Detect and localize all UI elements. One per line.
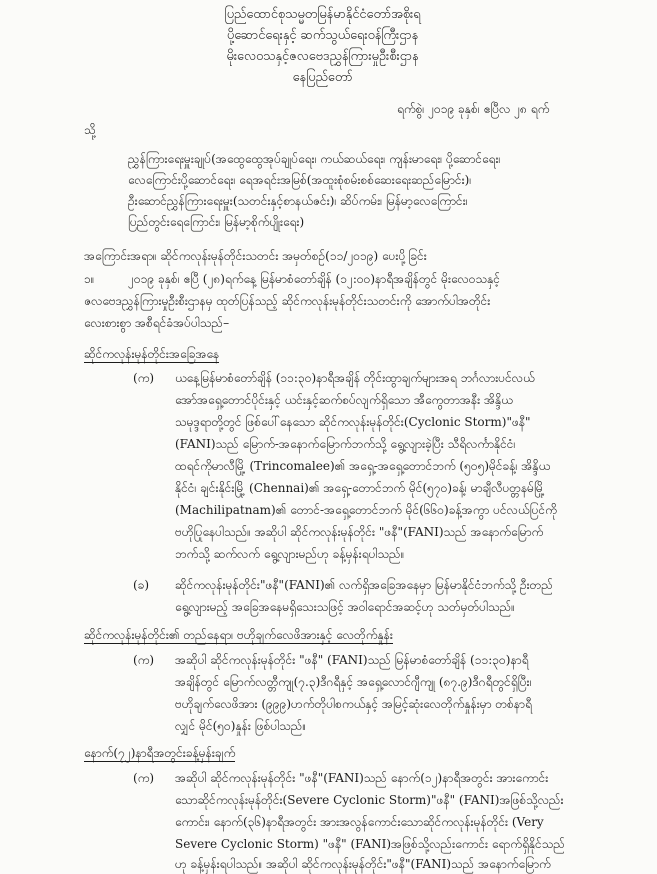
item-line: အော်အရှေ့တောင်ပိုင်းနှင့် ယင်းနှင့်ဆက်စပ်လျက်ရှိသော အီကွေတာအနီး အိန္ဒိယ bbox=[175, 393, 513, 407]
header-department: မိုးလေဝသနှင့်ဇလဗေဒညွှန်ကြားမှုဦးစီးဌာန bbox=[226, 49, 419, 64]
addressee-label: သို့ bbox=[84, 123, 96, 137]
item-line: အချိန်တွင် မြောက်လတ္တီကျု(၇.၃)ဒီဂရီနှင့် အရှေ့လောင်ဂျီကျု (၈၇.၉)ဒီဂရီတွင်ရှိပြီး၊ bbox=[175, 675, 532, 689]
paragraph-line: ဇလဗေဒညွှန်ကြားမှုဦးစီးဌာနမှ ထုတ်ပြန်သည့် ဆိုင်ကလုန်းမုန်တိုင်းသတင်းကို အောက်ပါအတိုင်း bbox=[84, 294, 491, 308]
recipient-line: ဦးဆောင်ညွှန်ကြားရေးမှူး(သတင်းနှင့်စာနယ်ဇင်း)၊ ဆိပ်ကမ်း၊ မြန်မာ့လေကြောင်း၊ bbox=[128, 194, 468, 208]
section-heading-position: ဆိုင်ကလုန်းမုန်တိုင်း၏ တည်နေရာ၊ ဗဟိုချက်လေဖိအားနှင့် လေတိုက်နှုန်း bbox=[84, 628, 393, 642]
item-line: နိုင်ငံ၊ ချင်းနိုင်းမြို့ (Chennai)၏ အရှေ့-တောင်ဘက် မိုင်(၅၇၀)ခန့်၊ မာချီလီပတ္တနမ်မြို့ bbox=[175, 481, 545, 495]
item-line: ယနေ့မြန်မာစံတော်ချိန် (၁၁:၃၀)နာရီအချိန် တိုင်းထွာချက်များအရ ဘင်္ဂလားပင်လယ် bbox=[175, 371, 535, 385]
paragraph-line: လေးစားစွာ အစီရင်ခံအပ်ပါသည်– bbox=[84, 316, 230, 330]
item-line: ဘက်သို့ ဆက်လက် ရွေ့လျားမည်ဟု ခန့်မှန်းရပါသည်။ bbox=[175, 547, 405, 561]
document-date: ရက်စွဲ၊ ၂၀၁၉ ခုနှစ်၊ ဧပြီလ ၂၈ ရက် bbox=[397, 102, 550, 116]
item-line: ထရင်ကိုမာလီမြို့ (Trincomalee)၏ အရှေ့-အရှေ့တောင်ဘက် (၅၀၅)မိုင်ခန့်၊ အိန္ဒိယ bbox=[175, 459, 551, 473]
item-line: ဟု ခန့်မှန်းရပါသည်။ အဆိုပါ ဆိုင်ကလုန်းမုန်တိုင်း"ဖနီ"(FANI)သည် အနောက်မြောက် bbox=[175, 857, 551, 871]
item-line: ဆိုင်ကလုန်းမုန်တိုင်း"ဖနီ"(FANI)၏ လက်ရှိအခြေအနေမှာ မြန်မာနိုင်ငံဘက်သို့ ဦးတည် bbox=[175, 578, 553, 592]
item-line: Severe Cyclonic Storm) "ဖနီ" (FANI)အဖြစ်သို့လည်းကောင်း ရောက်ရှိနိုင်သည် bbox=[175, 837, 565, 851]
recipient-line: လေကြောင်းပို့ဆောင်ရေး၊ ရေအရင်းအမြစ်(အထူးစုံစမ်းစစ်ဆေးရေးဆည်မြောင်း)၊ bbox=[128, 173, 472, 187]
item-line: ရွေ့လျားမည့် အခြေအနေမရှိသေးသဖြင့် အဝါရောင်အဆင့်ဟု သတ်မှတ်ပါသည်။ bbox=[175, 600, 515, 614]
subject-line: အကြောင်းအရာ။ ဆိုင်ကလုန်းမုန်တိုင်းသတင်း အမှတ်စဉ်(၁၁/၂၀၁၉) ပေးပို့ခြင်း bbox=[84, 249, 427, 263]
item-line: သမုဒ္ဒရာတို့တွင် ဖြစ်ပေါ်နေသော ဆိုင်ကလုန်းမုန်တိုင်း(Cyclonic Storm)"ဖနီ" bbox=[175, 415, 531, 429]
item-line: (Machilipatnam)၏ တောင်-အရှေ့တောင်ဘက် မိုင်(၆၆၀)ခန့်အကွာ ပင်လယ်ပြင်ကို bbox=[175, 503, 557, 517]
item-line: (FANI)သည် မြောက်-အနောက်မြောက်ဘက်သို့ ရွေ့လျားခဲ့ပြီး သီရိလင်္ကာနိုင်ငံ၊ bbox=[175, 437, 516, 451]
item-line: ဗဟိုပြုနေပါသည်။ အဆိုပါ ဆိုင်ကလုန်းမုန်တိုင်း "ဖနီ"(FANI)သည် အနောက်မြောက် bbox=[175, 525, 544, 539]
item-label: (က) bbox=[133, 653, 155, 667]
item-line: အဆိုပါ ဆိုင်ကလုန်းမုန်တိုင်း "ဖနီ"(FANI)သည် နောက်(၁၂)နာရီအတွင်း အားကောင်း bbox=[175, 771, 549, 785]
recipient-line: ညွှန်ကြားရေးမှူးချုပ်(အထွေထွေအုပ်ချုပ်ရေး၊ ကယ်ဆယ်ရေး၊ ကျန်းမာရေး၊ ပို့ဆောင်ရေး၊ bbox=[128, 152, 501, 166]
section-heading-forecast: နောက်(၇၂)နာရီအတွင်းခန့်မှန်းချက် bbox=[84, 746, 236, 760]
paragraph-line: ၂၀၁၉ ခုနှစ်၊ ဧပြီ (၂၈)ရက်နေ့ မြန်မာစံတော်ချိန် (၁၂:၀၀)နာရီအချိန်တွင် မိုးလေဝသနှင့် bbox=[128, 272, 500, 286]
header-city: နေပြည်တော် bbox=[292, 70, 353, 85]
item-line: ကောင်း၊ နောက်(၃၆)နာရီအတွင်း အားအလွန်ကောင်းသောဆိုင်ကလုန်းမုန်တိုင်း (Very bbox=[175, 815, 544, 829]
recipient-line: ပြည်တွင်းရေကြောင်း၊ မြန်မာ့စိုက်ပျိုးရေး) bbox=[128, 215, 305, 229]
paragraph-number: ၁။ bbox=[84, 272, 95, 286]
header-ministry: ပို့ဆောင်ရေးနှင့် ဆက်သွယ်ရေးဝန်ကြီးဌာန bbox=[226, 28, 419, 43]
section-heading-status: ဆိုင်ကလုန်းမုန်တိုင်းအခြေအနေ bbox=[84, 347, 220, 361]
item-label: (ခ) bbox=[133, 578, 150, 592]
item-line: အဆိုပါ ဆိုင်ကလုန်းမုန်တိုင်း "ဖနီ" (FANI)သည် မြန်မာစံတော်ချိန် (၁၁:၃၀)နာရီ bbox=[175, 653, 529, 667]
item-line: လျှင် မိုင်(၅၀)နှုန်း ဖြစ်ပါသည်။ bbox=[175, 719, 307, 733]
item-line: သောဆိုင်ကလုန်းမုန်တိုင်း(Severe Cyclonic Storm)"ဖနီ" (FANI)အဖြစ်သို့လည်း bbox=[175, 793, 564, 807]
item-label: (က) bbox=[133, 771, 155, 785]
item-label: (က) bbox=[133, 371, 155, 385]
header-government: ပြည်ထောင်စုသမ္မတမြန်မာနိုင်ငံတော်အစိုးရ bbox=[224, 7, 421, 22]
item-line: ဗဟိုချက်လေဖိအား (၉၉၉)ဟက်တိုပါစကယ်နှင့် အမြင့်ဆုံးလေတိုက်နှုန်းမှာ တစ်နာရီ bbox=[175, 697, 532, 711]
